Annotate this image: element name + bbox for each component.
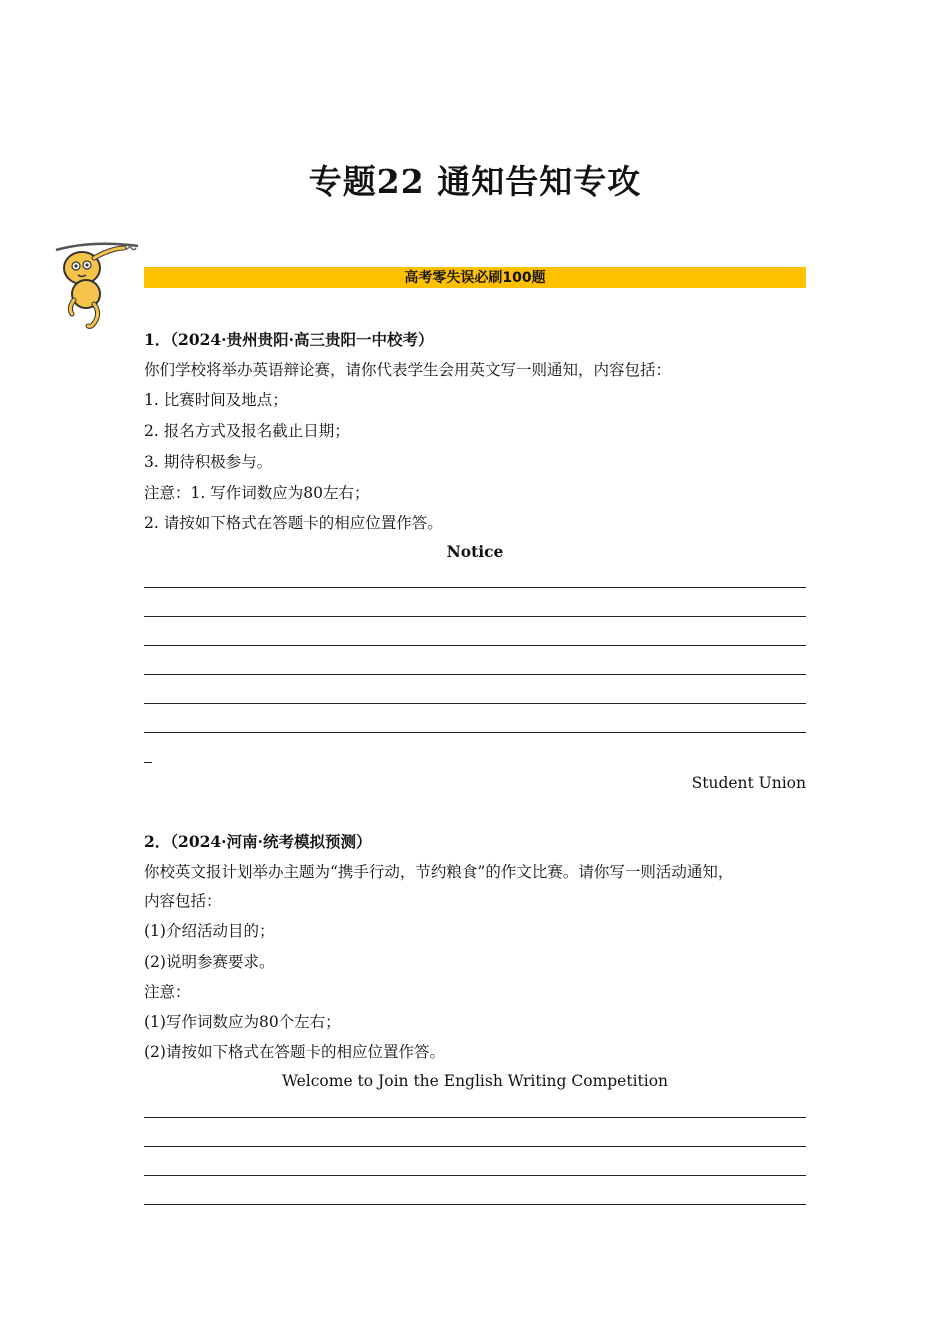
answer-line: [144, 587, 806, 588]
q1-line: 3. 期待积极参与。: [144, 453, 273, 471]
answer-line: [144, 1146, 806, 1147]
q1-line: 注意：1. 写作词数应为80左右；: [144, 484, 370, 502]
q2-line: (1)介绍活动目的；: [144, 922, 275, 940]
q1-line: 2. 报名方式及报名截止日期；: [144, 422, 350, 440]
answer-line: [144, 616, 806, 617]
q2-line: 注意：: [144, 983, 191, 1001]
answer-line: [144, 1204, 806, 1205]
q1-line: 你们学校将举办英语辩论赛，请你代表学生会用英文写一则通知，内容包括：: [144, 361, 672, 379]
q2-line: (2)请按如下格式在答题卡的相应位置作答。: [144, 1043, 445, 1061]
q2-line: 内容包括：: [144, 892, 222, 910]
q2-line: (2)说明参赛要求。: [144, 953, 275, 971]
q2-line: 你校英文报计划举办主题为“携手行动，节约粮食”的作文比赛。请你写一则活动通知，: [144, 863, 734, 881]
page-title: 专题22 通知告知专攻: [308, 162, 642, 201]
answer-line: [144, 645, 806, 646]
answer-line: [144, 732, 806, 733]
answer-line: [144, 1117, 806, 1118]
q2-header: 2．（2024·河南·统考模拟预测）: [144, 832, 372, 851]
q1-line: 1. 比赛时间及地点；: [144, 391, 288, 409]
q1-notice-heading: Notice: [446, 542, 504, 561]
answer-line-end: [144, 762, 152, 763]
monkey-mascot-icon: [52, 238, 142, 330]
answer-line: [144, 674, 806, 675]
answer-line: [144, 1175, 806, 1176]
q1-signature: Student Union: [691, 774, 806, 792]
q2-line: (1)写作词数应为80个左右；: [144, 1013, 341, 1031]
q1-line: 2. 请按如下格式在答题卡的相应位置作答。: [144, 514, 443, 532]
q2-title-heading: Welcome to Join the English Writing Competition: [281, 1072, 669, 1090]
q1-header: 1．（2024·贵州贵阳·高三贵阳一中校考）: [144, 330, 434, 349]
banner-100-questions: 高考零失误必刷100题: [144, 267, 806, 288]
answer-line: [144, 703, 806, 704]
